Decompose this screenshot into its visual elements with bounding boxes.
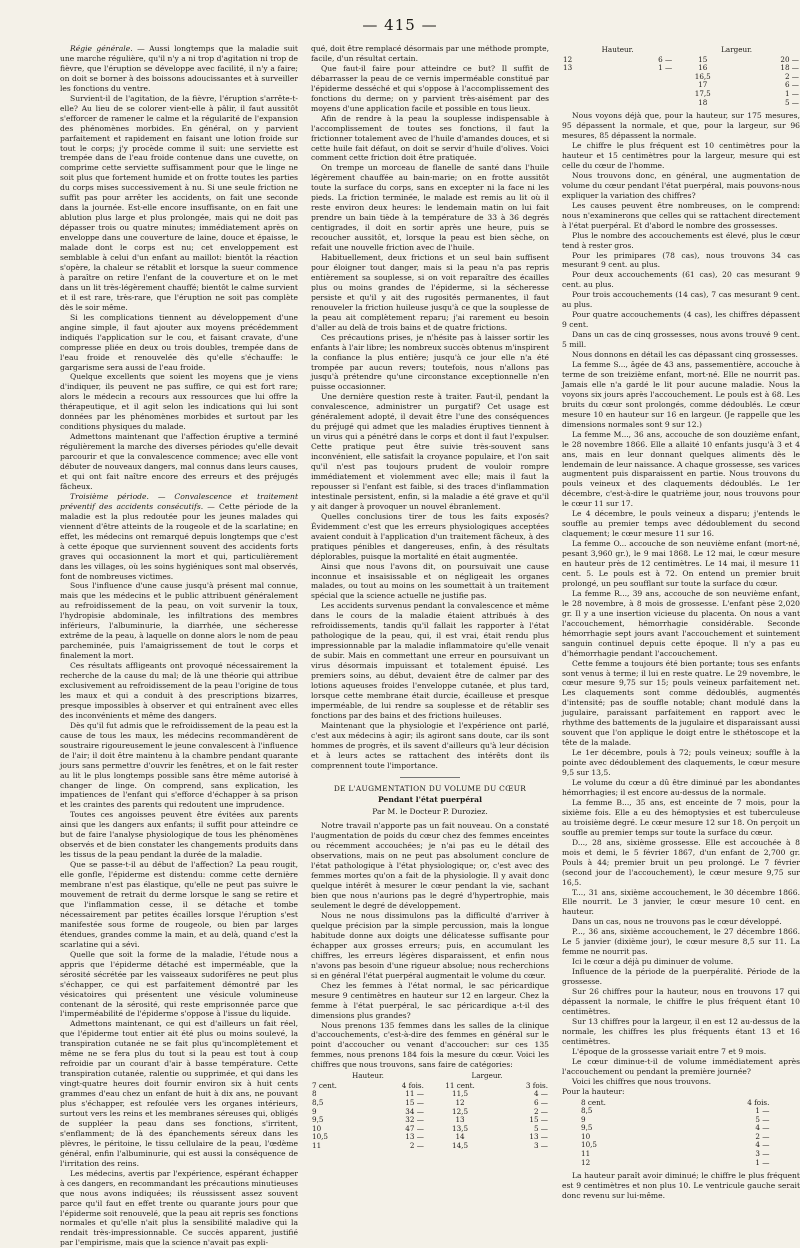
paragraph [60,661,298,721]
paragraph-text: P..., 36 ans, sixième accouchement, le 27 décembre 1866. Le 5 janvier (dixième jour), le cœur mesure 8,5 sur 11. La femme ne nourrit pas. [562,927,800,957]
table-cell: 3 — [755,1149,770,1159]
table-cell: 4 fois. [747,1097,770,1107]
table-cell: 1 — [784,88,799,98]
section-divider [400,777,460,778]
paragraph-text: Voici les chiffres que nous trouvons. [572,1076,712,1086]
table-cell: 12 [455,1098,465,1108]
table-row [580,1107,770,1116]
paragraph-text: Pour la hauteur: [562,1086,625,1096]
paragraph-text: Le 4 décembre, le pouls veineux a disparu; j'entends le souffle au premier temps avec dédoublement du second claquement; le cœur mesure 11 sur 16. [562,509,800,539]
paragraph [311,333,549,393]
paragraph [60,810,298,860]
paragraph [311,114,549,164]
paragraph-text: Plus le nombre des accouchements est élevé, plus le cœur tend à rester gros. [562,230,800,250]
paragraph-text: Nous prenons 135 femmes dans les salles de la clinique d'accouchements, c'est-à-dire des femmes en général sur le point d'accoucher ou venant d'accoucher: sur ces 135 femmes, nous prenons 184 fois la mesure du cœur. Voici les chiffres que nous trouvons, sans faire de catégories: [311,1020,549,1070]
table-cell: 1 — [755,1106,770,1116]
paragraph [60,1169,298,1248]
paragraph-text: Les accidents survenus pendant la convalescence et même dans le cours de la maladie étaient attribués à des refroidissements, tandis qu'il fallait les rapporter à l'état pathologique de la peau, qui, il est vrai, était rendu plus impressionnable par la maladie inflammatoire qu'elle venait de subir. Mais en commettant une erreur en poursuivant un virus désormais impuissant et totalement épuisé. Les premiers soins, au début, devaient être de calmer par des lotions aqueuses froides l'enveloppe cutanée, et plus tard, lorsque cette membrane était durcie, écailleuse et presque imperméable, de lui rendre sa souplesse et de rétablir ses fonctions par des bains et des frictions huileuses. [311,601,549,720]
paragraph-text: Dès qu'il fut admis que le refroidissement de la peau est la cause de tous les maux, les médecins recommandèrent de soustraire rigoureusement le jeune convalescent à l'influence de l'air; il doit être maintenu à la chambre pendant quarante jours sans permettre d'ouvrir les fenêtres, et on le fait rester au lit le plus longtemps possible sans être même autorisé à changer de linge. On comprend, sans explication, les impatiences de l'enfant qui s'efforce d'échapper à sa prison et les craintes des parents qui redoutent une imprudence. [60,720,298,810]
table-header-width: Largeur. [721,45,753,54]
table-cell: 17,5 [694,88,711,98]
paragraph [311,44,549,64]
paragraph [562,201,800,231]
paragraph-text: Pour les primipares (78 cas), nous trouvons 34 cas mesurant 9 cent. au plus. [562,250,800,270]
table-cell: 5 — [784,97,799,107]
table-header-height: Hauteur. [601,45,634,54]
paragraph-text: La femme R..., 39 ans, accouche de son neuvième enfant, le 28 novembre, à 8 mois de grossesse. L'enfant pèse 2,020 gr. Il y a une insertion vicieuse du placenta. On nous a vant l'accouchement, hémorrhagie considérable. Seconde hémorrhagie sept jours avant l'accouchement et suintement sanguin continuel depuis cette époque. Il n'y a pas eu d'hémorrhagie pendant l'accouchement. [562,588,800,658]
paragraph-text: Afin de rendre à la peau la souplesse indispensable à l'accomplissement de toutes ses fonctions, il faut la frictionner totalement avec de l'huile d'amandes douces, et si cette huile fait défaut, on doit se servir d'huile d'olives. Voici comment cette friction doit être pratiquée. [311,113,549,163]
paragraph [562,589,800,659]
table-cell: 1 — [658,63,673,73]
paragraph [562,659,800,749]
paragraph [562,1057,800,1077]
paragraph-text: Influence de la période de la puerpéralité. Période de la grossesse. [562,967,800,987]
paragraph-text: Sous l'influence d'une cause jusqu'à présent mal connue, mais que les médecins et le public attribuent généralement au refroidissement de la peau, on voit survenir la toux, l'hydropisie abdominale, les infiltrations des membres inférieurs, l'albuminurie, la diarrhée, une sécheresse extrême de la peau, à laquelle on donne alors le nom de peau parcheminée, puis l'amaigrissement de tout le corps et finalement la mort. [60,581,298,661]
table-cell: 16,5 [694,71,711,81]
table-cell: 34 — [405,1106,424,1116]
paragraph [60,94,298,313]
table-row [580,1159,770,1168]
measurements-table [311,1072,549,1150]
table-cell: 2 — [533,1106,548,1116]
paragraph [60,372,298,432]
paragraph [562,838,800,888]
column-middle [311,44,549,1169]
paragraph [562,360,800,430]
paragraph-text: Notre travail n'apporte pas un fait nouveau. On a constaté l'augmentation de poids du cœur chez des femmes enceintes ou récemment accouchées; je n'ai pas eu le détail des observations, mais on ne peut pas absolument conclure de l'état pathologique à l'état physiologique; or, c'est avec des femmes mortes qu'on a fait de la physiologie. Il y avait donc quelque intérêt à mesurer le cœur pendant la vie, sachant bien que nous n'aurions pas le degré d'hypertrophie, mais seulement le degré de développement. [311,821,549,911]
table-row [580,1150,770,1159]
table-cell: 12,5 [452,1106,469,1116]
table-cell: 14,5 [452,1141,469,1151]
paragraph-text: Ces précautions prises, je n'hésite pas à laisser sortir les enfants à l'air libre; les nombreux succès obtenus m'inspirent la confiance la plus entière; jusqu'à ce jour elle n'a été trompée par aucun revers; toutefois, nous n'allons pas jusqu'à prétendre qu'une circonstance exceptionnelle n'en puisse occasionner. [311,332,549,392]
paragraph [311,562,549,602]
paragraph [562,1171,800,1201]
paragraph [562,430,800,510]
paragraph-text: Quelles conclusions tirer de tous les faits exposés? Évidemment c'est que les erreurs physiologiques acceptées avaient conduit à l'application d'un traitement fâcheux, à des pratiques pénibles et dangereuses, enfin, à des résultats déplorables, puisque la mortalité en était augmentée. [311,511,549,561]
table-cell: 9 [312,1106,317,1116]
table-row [311,1108,549,1117]
paragraph [311,64,549,114]
paragraph-text: La femme M..., 36 ans, accouche de son douzième enfant, le 28 novembre 1866. Elle a allaité 10 enfants jusqu'à 3 et 4 ans, mais en leur donnant quelques aliments dès le lendemain de leur naissance. A chaque grossesse, ses varices augmentent puis disparaissent en partie. Nous trouvons du pouls veineux et des claquements dédoublés. Le 1er décembre, c'est-à-dire le quatrième jour, nous trouvons pour le cœur 11 sur 17. [562,429,800,509]
table-cell: 9 [581,1114,586,1124]
paragraph-text: Le volume du cœur a dû être diminué par les abondantes hémorrhagies; il est encore au-dessus de la normale. [562,778,800,797]
paragraph-text: Ainsi que nous l'avons dit, on poursuivait une cause inconnue et insaisissable et on négligeait les organes malades, ou tout au moins on les soumettait à un traitement spécial que la science actuelle ne justifie pas. [311,561,549,601]
table-row [311,1082,549,1091]
paragraph-text: Une dernière question reste à traiter. Faut-il, pendant la convalescence, administrer un purgatif? Cet usage est généralement adopté, il devait être l'une des conséquences du préjugé qui admet que les maladies éruptives tiennent à un virus qui a pénétré dans le corps et dont il faut l'expulser. Cette pratique peut être suivie très-souvent sans inconvénient, elle satisfait la croyance populaire, et l'on sait qu'il n'est pas toujours prudent de vouloir rompre immédiatement et violemment avec elle; mais il faut la repousser si l'enfant est faible, si des traces d'inflammation intestinale persistent, enfin, si la maladie a été grave et qu'il y ait danger à provoquer un nouvel ébranlement. [311,392,549,511]
table-cell: 5 — [755,1114,770,1124]
table-cell: 10,5 [581,1140,598,1150]
paragraph [311,253,549,333]
table-cell: 13 — [529,1132,548,1142]
article-byline: Par M. le Docteur P. Duroziez. [372,807,488,817]
table-row [311,1099,549,1108]
paragraph [311,721,549,771]
paragraph-text: L'époque de la grossesse variait entre 7 et 9 mois. [572,1046,767,1056]
paragraph [562,748,800,778]
paragraph [562,330,800,350]
table-row [562,90,800,99]
table-cell: 4 — [755,1140,770,1150]
paragraph [60,432,298,492]
paragraph-text: La hauteur paraît avoir diminué; le chiffre le plus fréquent est 9 centimètres et non plus 10. Le ventricule gauche serait donc revenu sur lui-même. [562,1171,800,1201]
paragraph [562,231,800,251]
paragraph [60,860,298,950]
table-row [580,1141,770,1150]
table-row [562,81,800,90]
paragraph [562,967,800,987]
paragraph-text: Les médecins, avertis par l'expérience, espérant échapper à ces dangers, en recommandant les précautions minutieuses que nous avons indiquées; ils réussissent assez souvent parce qu'il faut en effet trente ou quarante jours pour que l'épiderme soit renouvelé, que la peau ait repris ses fonctions normales et qu'elle n'ait plus la sensibilité maladive qui la rendait très-impressionnable. Ce succès apparent, justifié par l'empirisme, mais que la science n'avait pas expli- [60,1168,299,1248]
table-cell: 3 fois. [525,1080,548,1090]
paragraph-text: — Aussi longtemps que la maladie suit une marche régulière, qu'il n'y a ni trop d'agitation ni trop de fièvre, que l'éruption se développe avec facilité, il n'y a faire; on doit se borner à des boissons adoucissantes et à surveiller les fonctions du ventre. [60,44,298,93]
table-cell: 8 [312,1089,317,1099]
paragraph [562,141,800,171]
table-row [311,1116,549,1125]
table-cell: 8 cent. [581,1097,606,1107]
paragraph [311,601,549,720]
paragraph-text: qué, doit être remplacé désormais par une méthode prompte, facile, d'un résultat certain. [311,44,549,63]
paragraph-text: Que faut-il faire pour atteindre ce but? Il suffit de débarrasser la peau de ce vernis imperméable constitué par l'épiderme desséché et qui s'oppose à l'accomplissement des fonctions du derme; on y parvient très-aisément par des moyens d'une application facile et possible en tous lieux. [311,63,549,113]
paragraph [562,1047,800,1057]
paragraph [562,310,800,330]
table-row [562,64,800,73]
table-cell [608,81,674,90]
table-cell: 32 — [405,1115,424,1125]
paragraph [562,957,800,967]
paragraph [562,270,800,290]
paragraph-text: Survient-il de l'agitation, de la fièvre, l'éruption s'arrête-t-elle? Au lieu de se colorer vient-elle à pâlir, il faut aussitôt s'efforcer de ramener le calme et la régularité de l'expansion des phénomènes morbides. En général, on y parvient parfaitement et rapidement en faisant une lotion froide sur tout le corps; j'y procède comme il suit: une serviette est trempée dans de l'eau froide contenue dans une cuvette, on comprime cette serviette suffisamment pour que le linge ne soit plus que fortement humide et on frotte toutes les parties du corps mises successivement à nu. Si une seule friction ne suffit pas pour arrêter les accidents, on fait une seconde dans la journée. Est-elle encore insuffisante, on en fait une ablution plus large et plus prolongée, mais qui ne doit pas dépasser trois ou quatre minutes; immédiatement après on enveloppe dans une couverture de laine, douce et épaisse, le malade dont le corps est nu; cet enveloppement est semblable à celui d'un enfant au maillot: bientôt la réaction s'opère, la chaleur se rétablit et lorsque la sueur commence à paraître on retire l'enfant de la couverture et on le met dans un lit très-légèrement chauffé; bientôt le calme survient et il est rare, très-rare, que l'éruption ne soit pas complète dès le soir même. [60,93,298,312]
table-cell: 14 [455,1132,465,1142]
paragraph-text: Si les complications tiennent au développement d'une angine simple, il faut ajouter aux moyens précédemment indiqués l'application sur le cou, et faisant cravate, d'une compresse pliée en deux ou trois doubles, trempée dans de l'eau froide et renouvelée dès qu'elle s'échauffe: le gargarisme sera aussi de l'eau froide. [60,312,298,372]
table-cell: 5 — [533,1123,548,1133]
paragraph-text: Dans un cas, nous ne trouvons pas le cœur développé. [572,917,782,927]
article-title: DE L'AUGMENTATION DU VOLUME DU CŒUR [333,783,527,793]
table-cell: 15 — [405,1098,424,1108]
paragraph-text: Cette femme a toujours été bien portante; tous ses enfants sont venus à terme; il lui en reste quatre. Le 29 novembre, le cœur mesure 9,75 sur 15; pouls veineux parfaitement net. Les claquements sont comme dédoublés, augmentés d'intensité; pas de souffle notable; chant modulé dans la jugulaire, paraissant parfaitement en rapport avec le rhythme des battements de la jugulaire et disparaissant aussi souvent que l'on applique le doigt entre le sthétoscope et la tête de la malade. [562,658,800,748]
paragraph [562,1017,800,1047]
paragraph [562,778,800,798]
table-cell: 9,5 [581,1123,593,1133]
measurements-table-continued [562,46,800,107]
paragraph [562,1077,800,1087]
paragraph-text: Nous donnons en détail les cas dépassant cinq grossesses. [572,350,798,360]
paragraph-text: Nous trouvons donc, en général, une augmentation de volume du cœur pendant l'état puerpéral, mais pouvons-nous expliquer la variation des chiffres? [562,170,800,200]
paragraph [562,917,800,927]
table-cell [608,99,674,108]
table-row [580,1133,770,1142]
paragraph-text: Le chiffre le plus fréquent est 10 centimètres pour la hauteur et 15 centimètres pour la largeur, mesure qui est celle du cœur de l'homme. [562,141,800,170]
paragraph [60,950,298,1020]
paragraph-text: Sur 26 chiffres pour la hauteur, nous en trouvons 17 qui dépassent la normale, le chiffre le plus fréquent étant 10 centimètres. [562,987,800,1016]
paragraph [60,581,298,661]
table-cell: 17 [698,80,708,90]
paragraph [562,251,800,271]
table-cell: 2 — [755,1131,770,1141]
table-cell: 7 cent. [312,1080,337,1090]
table-cell: 8,5 [581,1106,593,1116]
paragraph-text: Ici le cœur a déjà pu diminuer de volume. [572,957,734,967]
paragraph-text: Le 1er décembre, pouls à 72; pouls veineux; souffle à la pointe avec dédoublement des claquements, le cœur mesure 9,5 sur 13,5. [562,748,800,778]
paragraph-text: On trempe un morceau de flanelle de santé dans l'huile légèrement chauffée au bain-marie; on en frotte aussitôt toute la surface du corps, sans en excepter ni la face ni les pieds. La friction terminée, le malade est remis au lit où il reste environ deux heures: le lendemain matin on lui fait prendre un bain tiède à la température de 33 à 36 degrés centigrades, il doit en sortir après une heure, puis se recoucher aussitôt, et, lorsque la peau est bien sèche, on refait une nouvelle friction avec de l'huile. [311,163,549,253]
table-cell: 16 [698,63,708,73]
paragraph-text: Admettons maintenant que l'affection éruptive a terminé régulièrement la marche des diverses périodes qu'elle devait parcourir et que la convalescence commence; avec elle vont débuter de nouveaux dangers, mal connus dans leurs causes, et qui ont fait naître encore des erreurs et des préjugés fâcheux. [60,432,298,491]
table-row [311,1142,549,1151]
table-cell: 4 — [755,1123,770,1133]
table-cell: 11 — [405,1089,424,1099]
table-cell [608,90,674,99]
table-cell: 10,5 [312,1132,329,1142]
paragraph-text: Ces résultats affligeants ont provoqué nécessairement la recherche de la cause du mal; de là une théorie qui attribue exclusivement au refroidissement de la peau l'origine de tous les maux et qui a conduit à des prescriptions bizarres, presque impossibles à observer et qui entraînent avec elles des inconvénients et même des dangers. [60,661,298,720]
table-cell: 6 — [784,80,799,90]
paragraph [562,1087,800,1097]
paragraph-text: La femme S..., âgée de 43 ans, passementière, accouche à terme de son treizième enfant, mort-né. Elle ne nourrit pas. Jamais elle n'a gardé le lit pour aucune maladie. Nous la voyons six jours après l'accouchement. Le pouls est à 68. Les bruits du cœur sont prolongés, comme dédoublés. Le cœur mesure 10 en hauteur sur 16 en largeur. (Je rappelle que les dimensions normales sont 9 sur 12.) [562,359,800,429]
paragraph [311,392,549,511]
table-cell: 8,5 [312,1098,324,1108]
table-header-width: Largeur. [471,1071,503,1081]
paragraph [562,171,800,201]
table-cell: 10 [312,1123,322,1133]
table-cell: 12 [563,54,573,64]
paragraph-text: Pour quatre accouchements (4 cas), les chiffres dépassent 9 cent. [562,310,800,330]
table-cell [608,73,674,82]
table-row [562,99,800,108]
table-row [562,56,800,65]
table-cell [562,81,608,90]
table-row [580,1116,770,1125]
paragraph-text: Quelque excellents que soient les moyens que je viens d'indiquer, ils peuvent ne pas suffire, ce qui est fort rare; alors le médecin a recours aux ressources que lui offre la thérapeutique, et il agit selon les indications qui lui sont données par les phénomènes morbides et surtout par les conditions physiques du malade. [60,372,298,432]
table-cell: 18 [698,97,708,107]
paragraph [60,721,298,811]
paragraph [311,821,549,911]
table-row [311,1125,549,1134]
paragraph-text: — Cette période de la maladie est la plus redoutée pour les jeunes malades qui viennent d'être atteints de la rougeole et de la scarlatine; en effet, les médecins ont remarqué depuis longtemps que c'est à cette époque que surviennent souvent des accidents forts graves qui occasionnent la mort et qui, particulièrement dans les villages, où les soins hygiéniques sont mal observés, font de nombreuses victimes. [60,501,298,581]
paragraph [311,163,549,253]
paragraph-text: Sur 13 chiffres pour la largeur, il en est 12 au-dessus de la normale, les chiffres les plus fréquents étant 13 et 16 centimètres. [562,1016,800,1046]
table-cell: 6 — [533,1098,548,1108]
paragraph [60,44,298,94]
paragraph-text: Nous voyons déjà que, pour la hauteur, sur 175 mesures, 95 dépassent la normale, et que, pour la largeur, sur 96 mesures, 85 dépassent la normale. [562,111,800,141]
table-cell: 11 [312,1141,322,1151]
table-row [311,1133,549,1142]
table-cell: 20 — [780,54,799,64]
paragraph [311,512,549,562]
table-cell: 9,5 [312,1115,324,1125]
table-cell: 11 [581,1149,591,1159]
paragraph [562,111,800,141]
table-row [580,1099,770,1108]
paragraph-text: Pour trois accouchements (14 cas), 7 cas mesurant 9 cent. au plus. [562,290,800,310]
paragraph [562,350,800,360]
table-cell: 1 — [755,1157,770,1167]
table-cell: 47 — [405,1123,424,1133]
table-cell: 4 fois. [401,1080,424,1090]
table-cell [562,99,608,108]
height-after-delivery-table [580,1099,770,1168]
paragraph-text: Quelle que soit la forme de la maladie, l'étude nous a appris que l'épiderme détaché est imperméable, que la sérosité sécrétée par les vaisseaux sudorifères ne peut plus s'échapper, ce qui est parfaitement démontré par les vésicatoires qui présentent une vésicule volumineuse contenant de la sérosité, qui reste emprisonnée parce que l'imperméabilité de l'épiderme s'oppose à l'issue du liquide. [60,949,298,1019]
table-cell: 4 — [533,1089,548,1099]
paragraph [562,290,800,310]
section-heading: Régie générale. [70,44,133,53]
paragraph-text: Que se passe-t-il au début de l'affection? La peau rougit, elle gonfle, l'épiderme est distendu: comme cette dernière membrane n'est pas élastique, qu'elle ne peut pas suivre le mouvement de retrait du derme lorsque le sang se retire et que l'inflammation cesse, il se détache et tombe nécessairement par petites écailles lorsque l'éruption s'est manifestée sous forme de rougeole, ou bien par larges étendues, grandes comme la main, et au delà, quand c'est la scarlatine qui a sévi. [60,860,298,949]
table-cell: 13,5 [452,1123,469,1133]
table-cell: 3 — [533,1141,548,1151]
table-cell: 11 cent. [445,1080,475,1090]
paragraph-text: Admettons maintenant, ce qui est d'ailleurs un fait réel, que l'épiderme tout entier ait été plus ou moins soulevé, la transpiration cutanée ne se fait plus qu'incomplètement et même ne se fera plus du tout si la peau est tout à coup refroidie par un courant d'air à basse température. Cette transpiration cutanée, ralentie ou supprimée, et qui dans les vingt-quatre heures doit fournir environ six à huit cents grammes d'eau chez un enfant de huit à dix ans, ne pouvant plus s'échapper, est refoulée vers les organes intérieurs, surtout vers les reins et les membranes séreuses qui, obligés de suppléer la peau dans ses fonctions, s'irritent, s'enflamment; de là des épanchements séreux dans les plèvres, le péritoine, le tissu cellulaire de la peau, l'œdème général, enfin l'albuminurie, qui est aussi la conséquence de l'irritation des reins. [60,1019,298,1168]
paragraph [562,539,800,589]
article-subtitle: Pendant l'état puerpéral [378,794,482,804]
paragraph-text: La femme O... accouche de son neuvième enfant (mort-né, pesant 3,960 gr.), le 9 mai 1868. Le 12 mai, le cœur mesure en hauteur près de 12 centimètres. Le 14 mai, il mesure 11 cent. 5. Le pouls est à 72. On entend un premier bruit prolongé, un peu soufflant sur toute la surface du cœur. [562,539,800,588]
paragraph [311,981,549,1021]
paragraph-text: Le cœur diminue-t-il de volume immédiatement après l'accouchement ou pendant la première journée? [562,1056,800,1076]
table-cell: 18 — [780,63,799,73]
table-header-height: Hauteur. [352,1071,384,1081]
paragraph [562,927,800,957]
paragraph [562,888,800,918]
paragraph-text: Toutes ces angoisses peuvent être évitées aux parents ainsi que les dangers aux enfants; il suffit pour atteindre ce but de faire l'analyse physiologique de tous les phénomènes observés et de bien constater les changements produits dans les tissus de la peau pendant la durée de la maladie. [60,810,298,860]
paragraph [60,313,298,373]
paragraph [60,1019,298,1168]
table-cell: 10 [581,1131,591,1141]
table-row [580,1124,770,1133]
table-cell: 2 — [784,71,799,81]
paragraph-text: Nous ne nous dissimulons pas la difficulté d'arriver à quelque précision par la simple percussion, mais la longue habitude donne aux doigts une délicatesse suffisante pour échapper aux grosses erreurs; puis, en accumulant les chiffres, les erreurs légères disparaissent, et enfin nous n'avons pas besoin d'une rigueur absolue; nous recherchions si en général l'état puerpéral augmentait le volume du cœur. [311,911,549,980]
table-cell: 15 [698,54,708,64]
paragraph [311,911,549,981]
table-cell [562,90,608,99]
column-left [60,44,299,1248]
table-row [562,73,800,82]
table-cell: 15 — [529,1115,548,1125]
paragraph [562,798,800,838]
paragraph-text: Chez les femmes à l'état normal, le sac péricardique mesure 9 centimètres en hauteur sur 12 en largeur. Chez la femme à l'état puerpéral, le sac péricardique a-t-il des dimensions plus grandes? [311,980,549,1020]
paragraph-text: Dans un cas de cinq grossesses, nous avons trouvé 9 cent. 5 mill. [562,330,800,350]
paragraph-text: Habituellement, deux frictions et un seul bain suffisent pour éloigner tout danger, mais si la peau n'a pas repris entièrement sa souplesse, si on voit reparaître des écailles plus ou moins grandes de l'épiderme, si la sécheresse persiste et qu'il y ait des rugosités permanentes, il faut renouveler la friction huileuse jusqu'à ce que la souplesse de la peau ait complètement reparu; j'ai rarement eu besoin d'aller au delà de trois bains et de quatre frictions. [311,253,549,332]
table-cell: 13 [455,1115,465,1125]
table-cell: 2 — [409,1141,424,1151]
paragraph-text: La femme B..., 35 ans, est enceinte de 7 mois, pour la sixième fois. Elle a eu des hémoptysies et est tuberculeuse au troisième degré. Le cœur mesure 12 sur 18. On perçoit un souffle au premier temps sur toute la surface du cœur. [562,797,800,837]
table-cell: 13 [563,63,573,73]
table-cell: 12 [581,1157,591,1167]
table-cell: 13 — [405,1132,424,1142]
table-cell [562,73,608,82]
table-cell: 6 — [658,54,673,64]
paragraph [60,492,298,582]
page-number: — 415 — [362,16,438,34]
paragraph [562,987,800,1017]
paragraph-text: T..., 31 ans, sixième accouchement, le 30 décembre 1866. Elle nourrit. Le 3 janvier, le cœur mesure 10 cent. en hauteur. [562,887,800,917]
paragraph [562,509,800,539]
paragraph [311,1021,549,1071]
paragraph-text: Pour deux accouchements (61 cas), 20 cas mesurant 9 cent. au plus. [562,270,800,290]
paragraph-text: Les causes peuvent être nombreuses, on le comprend: nous n'examinerons que celles qui se rattachent directement à l'état puerpéral. Et d'abord le nombre des grossesses. [562,200,800,230]
table-row [311,1090,549,1099]
column-right [562,44,800,1201]
paragraph-text: Maintenant que la physiologie et l'expérience ont parlé, c'est aux médecins à agir; ils agiront sans doute, car ils sont hommes de progrès, et ils savent d'ailleurs qu'à leur décision et à leurs actes se rattachent des intérêts dont ils comprennent toute l'importance. [311,720,549,770]
table-cell: 11,5 [452,1089,469,1099]
paragraph-text: D..., 28 ans, sixième grossesse. Elle est accouchée à 8 mois et demi, le 5 février 1867, d'un enfant de 2,700 gr. Pouls à 44; premier bruit un peu prolongé. Le 7 février (second jour de l'accouchement), le cœur mesure 9,75 sur 16,5. [562,837,800,887]
section-heading: Troisième période. — Convalescence et traitement préventif des accidents consécutifs. [60,491,298,511]
